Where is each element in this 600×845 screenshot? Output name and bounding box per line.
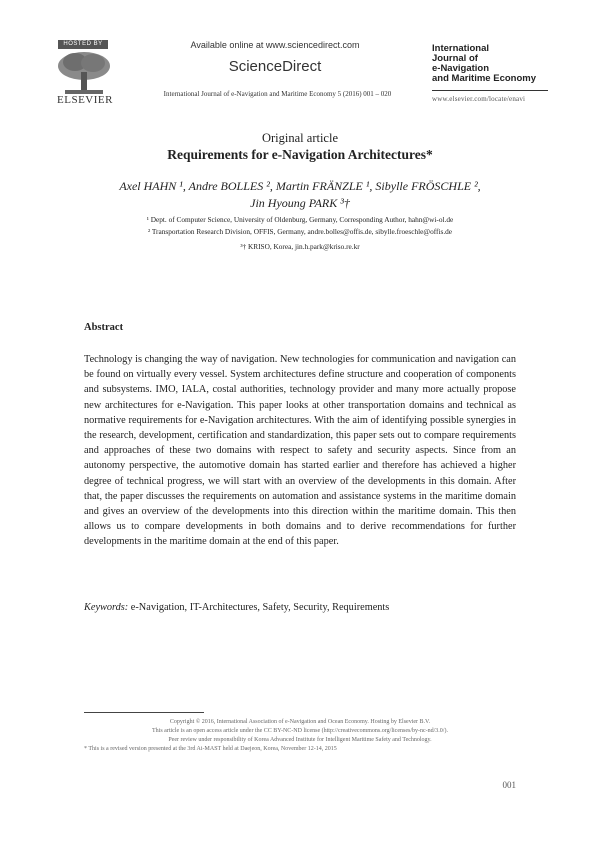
authors-line: Axel HAHN ¹, Andre BOLLES ², Martin FRÄNZLE ¹, Sibylle FRÖSCHLE ², xyxy=(119,179,481,193)
article-title: Requirements for e-Navigation Architectures* xyxy=(167,147,433,162)
publisher-name: ELSEVIER xyxy=(57,94,113,106)
journal-divider xyxy=(432,90,548,91)
keywords-label: Keywords: xyxy=(84,602,129,613)
copyright-line: Copyright © 2016, International Association of e-Navigation and Ocean Economy. Hosting by Elsevier B.V. xyxy=(169,719,431,725)
article-type: Original article xyxy=(261,131,338,145)
authors-line: Jin Hyoung PARK ³† xyxy=(250,196,350,210)
copyright-notice xyxy=(120,718,480,745)
journal-title-line: Journal of xyxy=(432,53,478,64)
journal-url: www.elsevier.com/locate/enavi xyxy=(432,95,526,103)
affiliation: ¹ Dept. of Computer Science, University of Oldenburg, Germany, Corresponding Author, hahn@wi-ol.de xyxy=(146,215,454,224)
sciencedirect-logo-text: ScienceDirect xyxy=(228,58,322,75)
copyright-line: This article is an open access article under the CC BY-NC-ND license (http://creativecommons.org/licenses/by-nc-nd/3.0/). xyxy=(152,728,448,734)
page-number: 001 xyxy=(502,780,516,790)
abstract-text: Technology is changing the way of navigation. New technologies for communication and navigation can be found on virtually every vessel. System architectures define structure and cooperation of components and subsystems. IMO, IALA, costal authorities, technology provider and many more actually propose new architectures for e-Navigation. This paper looks at other transportation domains and technical as normative requirements for e-Navigation architectures. With the aim of identifying possible synergies in the research, development, certification and standardization, this paper sets out to compare requirements and approaches of these two domains with respect to safety and security aspects. Since from an autonomy perspective, the automotive domain has started earlier and therefore has achieved a higher degree of technical progress, we will start with an overview of the developments in this domain. After that, the paper discusses the requirements on automation and assistance systems in the maritime domain and gives an overview of the developments into this direction within the maritime domain. This then allows us to compare developments in both domains and to derive recommendations for further developments in the maritime domain at the end of this paper. xyxy=(84,354,516,548)
abstract-heading: Abstract xyxy=(84,322,124,333)
journal-citation: International Journal of e-Navigation and Maritime Economy 5 (2016) 001 – 020 xyxy=(163,90,392,98)
author-list xyxy=(60,178,540,212)
copyright-line: Peer review under responsibility of Korea Advanced Institute for Intelligent Maritime Safety and Technology. xyxy=(168,737,432,743)
footnote: * This is a revised version presented at the 3rd Ai-MAST held at Daejeon, Korea, November 12-14, 2015 xyxy=(84,746,337,752)
journal-title-line: International xyxy=(432,43,490,54)
affiliation: ³† KRISO, Korea, jin.h.park@kriso.re.kr xyxy=(240,242,360,251)
available-online-text: Available online at www.sciencedirect.com xyxy=(190,40,360,50)
journal-title-line: e-Navigation xyxy=(432,63,490,74)
elsevier-tree-logo xyxy=(55,50,113,96)
footnote-divider xyxy=(84,712,204,713)
affiliation: ² Transportation Research Division, OFFIS, Germany, andre.bolles@offis.de, sibylle.froeschle@offis.de xyxy=(147,227,453,236)
journal-title xyxy=(432,44,557,84)
hosted-by-label: HOSTED BY xyxy=(58,40,108,49)
journal-title-line: and Maritime Economy xyxy=(432,73,536,84)
keywords xyxy=(84,602,516,613)
keywords-list: e-Navigation, IT-Architectures, Safety, Security, Requirements xyxy=(128,602,390,613)
